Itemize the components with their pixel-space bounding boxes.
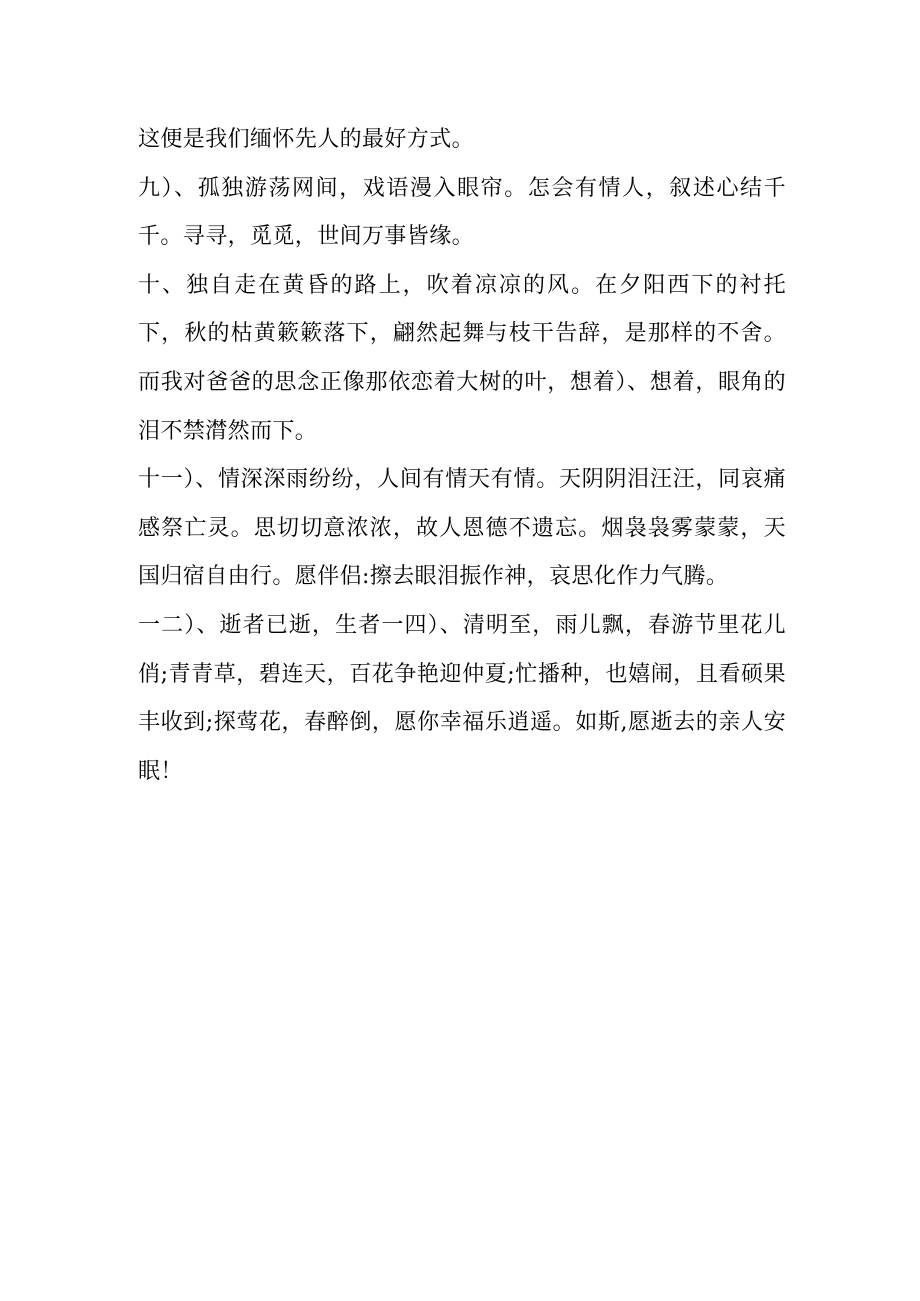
paragraph-4: 十一）、情深深雨纷纷，人间有情天有情。天阴阴泪汪汪，同哀痛感祭亡灵。思切切意浓浓，故人恩德不遗忘。烟袅袅雾蒙蒙，天国归宿自由行。愿伴侣:擦去眼泪振作神，哀思化作力气腾。 (138, 467, 786, 590)
paragraph-2: 九）、孤独游荡网间，戏语漫入眼帘。怎会有情人，叙述心结千千。寻寻，觅觅，世间万事皆缘。 (138, 175, 786, 250)
paragraph-1: 这便是我们缅怀先人的最好方式。 (138, 127, 475, 152)
document-body (138, 116, 786, 796)
paragraph-5: 一二）、逝者已逝，生者一四）、清明至，雨儿飘，春游节里花儿俏;青青草，碧连天，百花争艳迎仲夏;忙播种，也嬉闹，且看硕果丰收到;探莺花，春醉倒，愿你幸福乐逍遥。如斯,愿逝去的亲人安眠！ (138, 612, 786, 784)
paragraph-3: 十、独自走在黄昏的路上，吹着凉凉的风。在夕阳西下的衬托下，秋的枯黄簌簌落下，翩然起舞与枝干告辞，是那样的不舍。而我对爸爸的思念正像那依恋着大树的叶，想着）、想着，眼角的泪不禁潸然而下。 (138, 272, 786, 444)
